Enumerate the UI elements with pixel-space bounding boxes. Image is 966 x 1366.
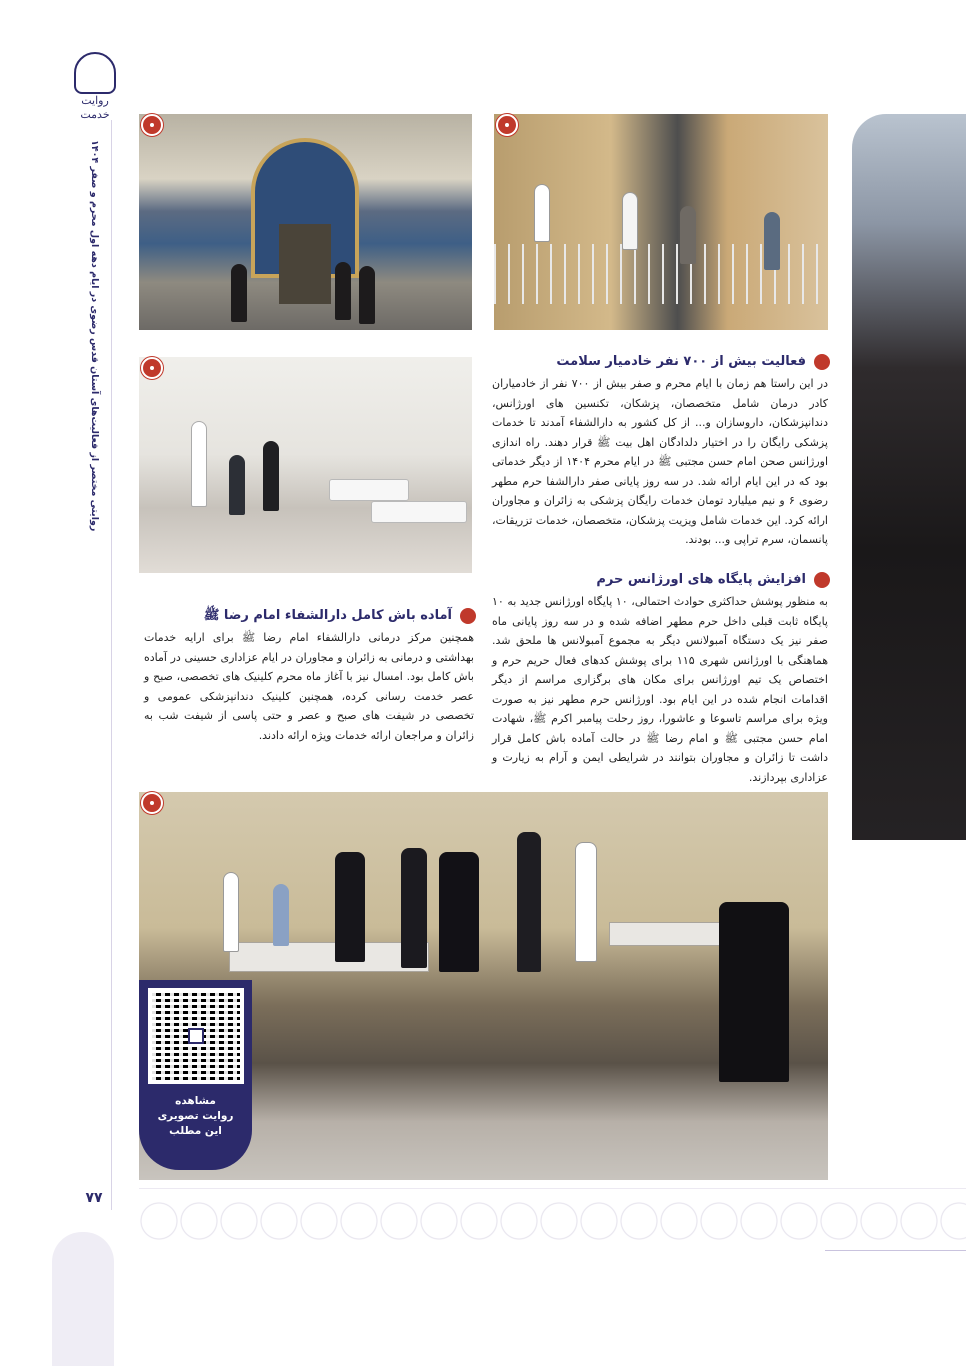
flower-bullet-icon [814,354,830,370]
magazine-logo [72,48,118,124]
reception-desk [229,942,429,972]
photo-pilgrim-closeup [852,114,966,840]
qr-logo-icon [188,1028,204,1044]
flower-bullet-icon [814,572,830,588]
qr-caption-line: روایت تصویری [157,1110,234,1122]
hospital-bed [371,501,467,523]
visitor-figure [335,852,365,962]
flower-bullet-icon [460,608,476,624]
article-darolshefa-readiness [144,606,474,766]
doctor-figure [191,421,207,507]
office-desk [609,922,729,946]
patient-figure [229,455,245,515]
staff-figure [401,848,427,968]
article-health-volunteers [492,352,828,552]
footer-ornament-pattern [139,1188,966,1252]
article-title [492,352,828,372]
pilgrim-figure [231,264,247,322]
article-title [144,606,474,626]
visitor-figure [764,212,780,270]
qr-code[interactable] [148,988,244,1084]
patient-figure [273,884,289,946]
doctor-figure [622,192,638,250]
logo-emblem-icon [74,52,116,94]
footer-divider [825,1250,966,1251]
qr-caption-line: این مطلب [169,1125,222,1137]
article-title-text: فعالیت بیش از ۷۰۰ نفر خادمیار سلامت [556,354,806,369]
pilgrim-figure [335,262,351,320]
flower-bullet-icon [496,114,518,136]
article-emergency-stations [492,570,828,784]
article-body: در این راستا هم زمان با ایام محرم و صفر بیش از ۷۰۰ نفر از خادمیاران کادر درمان شامل متخصصان، پزشکان، تکنسین های اورژانس، دندانپزشکان، داروسازان و... از کل کشور به دارالشفاء آمدند تا خدمات پزشکی رایگان را در اختیار دلدادگان اهل بیت ﷺ قرار دهند. راه اندازی اورژانس صحن امام حسن مجتبی ﷺ در ایام محرم ۱۴۰۴ از دیگر خدماتی بود که در این ایام ارائه شد. در سه روز پایانی صفر دارالشفا حرم مطهر رضوی ۶ و نیم میلیارد تومان خدمات رایگان پزشکی به زائران و مجاوران ارائه کرد. این خدمات شامل ویزیت پزشکان، متخصصان، خدمات تزریقات، پانسمان، سرم تراپی و... بودند. [492,377,828,546]
article-body: به منظور پوشش حداکثری حوادث احتمالی، ۱۰ پایگاه اورژانس جدید به ۱۰ پایگاه ثابت قبلی داخل حرم مطهر اضافه شده و در سه روز پایانی ماه صفر نیز یک دستگاه آمبولانس دیگر به مجموع آمبولانس ها ملحق شد. هماهنگی با اورژانس شهری ۱۱۵ برای پوشش کدهای فعال حریم حرم و اختصاص یک تیم اورژانس برای مکان های برگزاری مراسم از دیگر اقدامات انجام شده در این ایام بود. اورژانس حرم مطهر نیز به صورت ویژه برای مراسم تاسوعا و عاشورا، روز رحلت پیامبر اکرم ﷺ، شهادت امام حسن مجتبی ﷺ و امام رضا ﷺ در حالت آماده باش کامل قرار داشت تا زائران و مجاوران بتوانند در شرایطی ایمن و آرام به زیارت و عزاداری بپردازند. [492,595,828,784]
qr-caption [147,1094,244,1139]
flower-bullet-icon [141,792,163,814]
visitor-figure [263,441,279,511]
article-title-text: افزایش پایگاه های اورژانس حرم [596,572,806,587]
article-title-text: آماده باش کامل دارالشفاء امام رضا ﷺ [203,608,452,623]
nurse-figure [575,842,597,962]
flower-bullet-icon [141,114,163,136]
visitor-figure [719,902,789,1082]
hospital-bed [329,479,409,501]
sidebar-caption: روایتی مختصر از فعالیت‌های آستان قدس رضوی در ایام دهه اول محرم و صفر ۱۴۰۴ [89,140,100,532]
sidebar-footer-tab [52,1232,114,1366]
photo-shrine-entrance [139,114,472,330]
entrance-door [279,224,331,304]
page-number: ۷۷ [85,1190,103,1206]
flower-bullet-icon [141,357,163,379]
visitor-figure [439,852,479,972]
pilgrim-figure [359,266,375,324]
logo-text: روایت خدمت [80,94,110,121]
visitor-figure [517,832,541,972]
visitor-figure [680,206,696,264]
photo-emergency-ward [139,357,472,573]
doctor-figure [223,872,239,952]
photo-clinic-entrance [494,114,828,330]
article-title [492,570,828,590]
qr-caption-line: مشاهده [175,1095,216,1107]
qr-code-panel[interactable] [139,980,252,1170]
staff-figure [534,184,550,242]
article-body: همچنین مرکز درمانی دارالشفاء امام رضا ﷺ برای ارایه خدمات بهداشتی و درمانی به زائران و مجاوران در ایام عزاداری حسینی در آماده باش کامل بود. امسال نیز با آغاز ماه محرم کلینیک های تخصصی، صبح و عصر خدمت رسانی کرده، همچنین کلینیک دندانپزشکی عمومی و تخصصی در شیفت های صبح و عصر و حتی پاسی از شیفت شب به زائران و مراجعان ارائه خدمات ویژه ارائه دادند. [144,631,474,742]
